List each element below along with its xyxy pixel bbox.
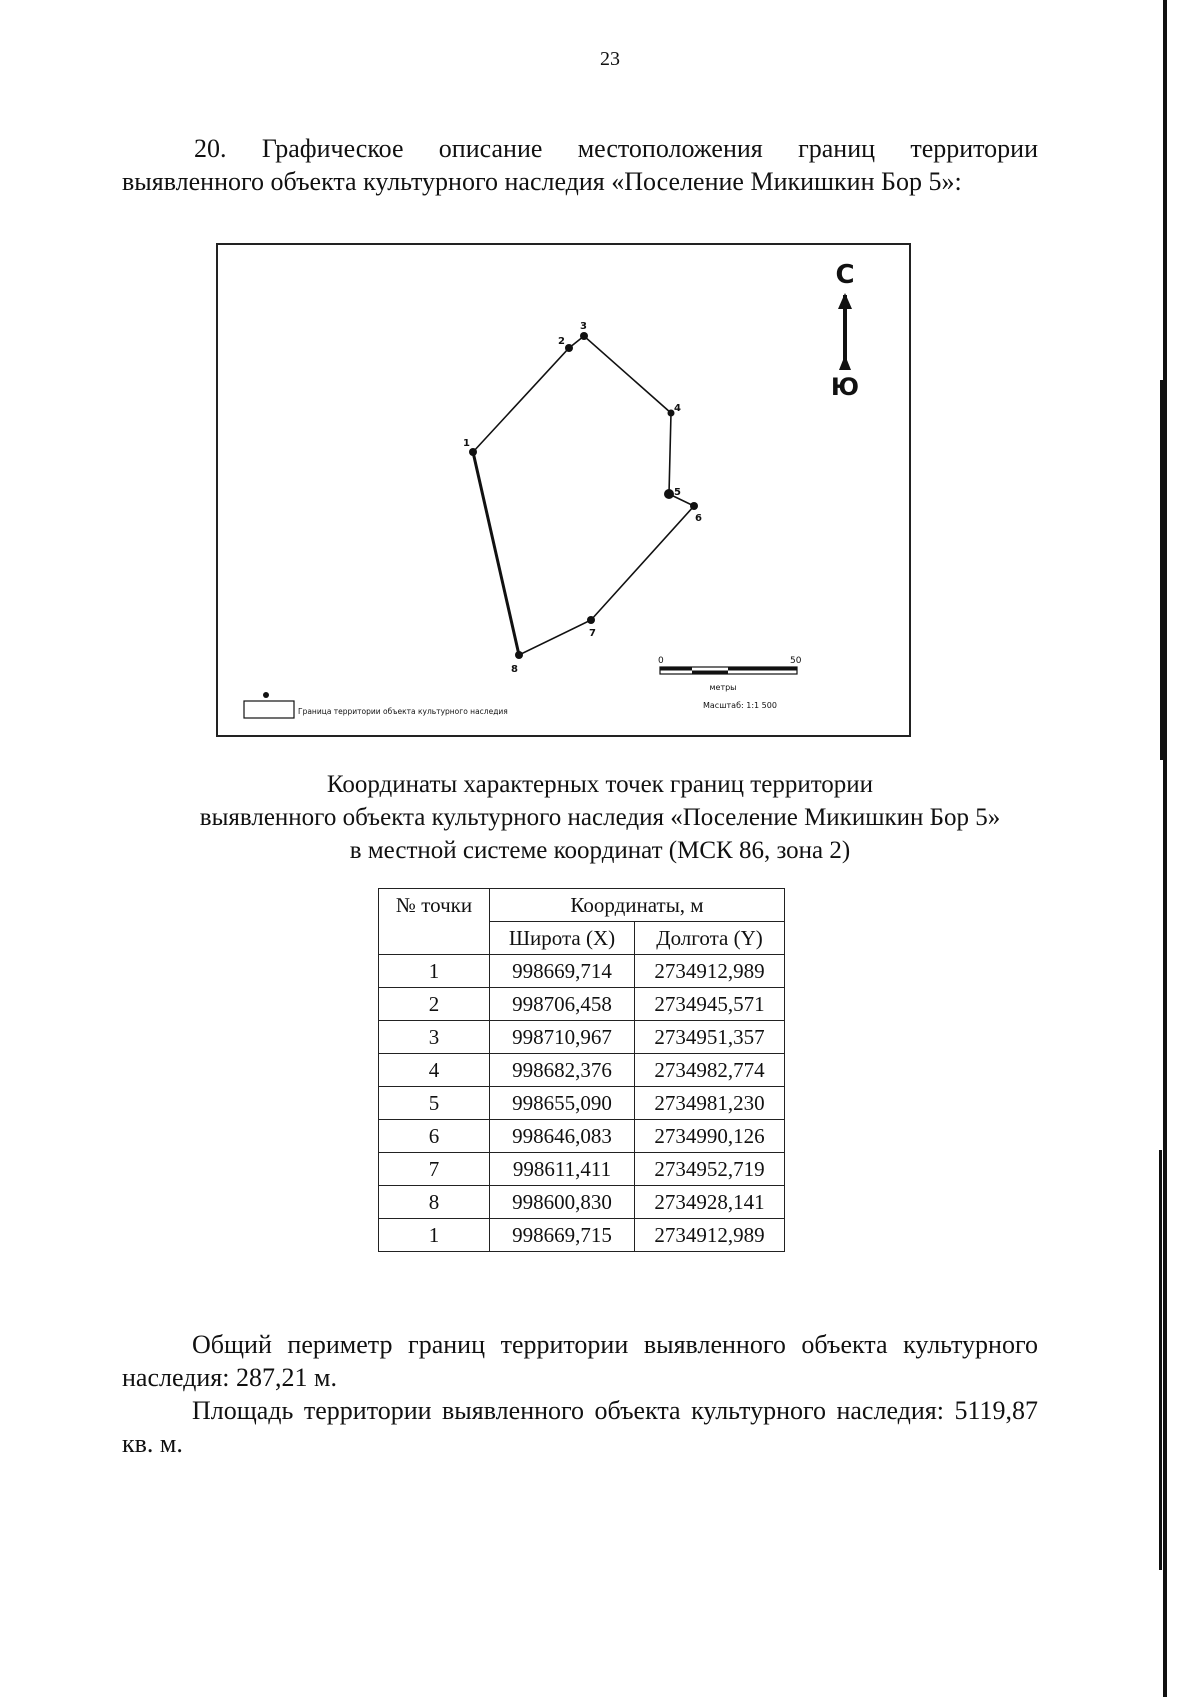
table-cell-x: 998600,830 — [490, 1186, 635, 1219]
scale-bar — [658, 656, 802, 710]
scale-label: Масштаб: 1:1 500 — [703, 701, 777, 710]
heading-text: 20. Графическое описание местоположения границ территории выявленного объекта культурного наследия «Поселение Микишкин Бор 5»: — [122, 134, 1038, 196]
summary — [122, 1328, 1038, 1460]
point-label-7: 7 — [589, 628, 596, 639]
table-cell-n: 8 — [379, 1186, 490, 1219]
table-cell-x: 998710,967 — [490, 1021, 635, 1054]
point-6-marker — [690, 502, 698, 510]
table-cell-x: 998655,090 — [490, 1087, 635, 1120]
point-label-8: 8 — [511, 664, 518, 675]
boundary-edge-1-8 — [473, 452, 519, 655]
table-cell-n: 4 — [379, 1054, 490, 1087]
point-label-6: 6 — [695, 513, 702, 524]
table-cell-x: 998646,083 — [490, 1120, 635, 1153]
table-cell-y: 2734952,719 — [635, 1153, 785, 1186]
point-1-marker — [469, 448, 477, 456]
table-row — [379, 1087, 785, 1120]
table-cell-n: 5 — [379, 1087, 490, 1120]
page-edge-line — [1163, 0, 1167, 1697]
table-cell-n: 1 — [379, 1219, 490, 1252]
boundary-polygon — [473, 336, 694, 655]
table-cell-y: 2734982,774 — [635, 1054, 785, 1087]
south-label: Ю — [830, 373, 860, 401]
table-cell-y: 2734912,989 — [635, 955, 785, 988]
table-cell-n: 6 — [379, 1120, 490, 1153]
table-row — [379, 1054, 785, 1087]
header-coords: Координаты, м — [490, 889, 785, 922]
table-row — [379, 988, 785, 1021]
table-cell-n: 3 — [379, 1021, 490, 1054]
table-cell-n: 1 — [379, 955, 490, 988]
scale-start: 0 — [658, 656, 664, 666]
table-cell-x: 998682,376 — [490, 1054, 635, 1087]
legend-label: Граница территории объекта культурного наследия — [298, 707, 508, 716]
north-arrow-icon — [831, 260, 859, 401]
table-cell-y: 2734912,989 — [635, 1219, 785, 1252]
point-label-2: 2 — [558, 336, 565, 347]
table-row — [379, 1186, 785, 1219]
table-cell-y: 2734981,230 — [635, 1087, 785, 1120]
table-cell-x: 998669,714 — [490, 955, 635, 988]
table-row — [379, 1219, 785, 1252]
point-label-5: 5 — [674, 487, 681, 498]
table-row — [379, 1153, 785, 1186]
boundary-map — [216, 243, 911, 737]
table-cell-y: 2734945,571 — [635, 988, 785, 1021]
header-x: Широта (X) — [490, 922, 635, 955]
perimeter-text: Общий периметр границ территории выявленного объекта культурного наследия: 287,21 м. — [122, 1330, 1038, 1392]
table-cell-n: 7 — [379, 1153, 490, 1186]
scale-end: 50 — [790, 656, 802, 666]
point-7-marker — [587, 616, 595, 624]
page-number: 23 — [600, 48, 620, 70]
coordinates-title-line2: выявленного объекта культурного наследия «Поселение Микишкин Бор 5» — [199, 804, 1001, 831]
table-cell-x: 998706,458 — [490, 988, 635, 1021]
table-cell-y: 2734928,141 — [635, 1186, 785, 1219]
table-cell-y: 2734951,357 — [635, 1021, 785, 1054]
page-edge-shadow — [1159, 1150, 1162, 1570]
point-label-1: 1 — [463, 438, 470, 449]
coordinates-title — [100, 768, 1100, 867]
point-markers — [469, 332, 698, 659]
point-label-4: 4 — [674, 403, 681, 414]
coordinates-title-line1: Координаты характерных точек границ территории — [326, 771, 874, 798]
table-row — [379, 955, 785, 988]
scale-units: метры — [709, 683, 737, 692]
point-5-marker — [664, 489, 674, 499]
page-edge-shadow — [1160, 380, 1163, 760]
point-2-marker — [565, 344, 573, 352]
map-legend — [244, 692, 508, 718]
header-point: № точки — [379, 889, 490, 955]
coordinates-table — [378, 888, 785, 1252]
coordinates-title-line3: в местной системе координат (МСК 86, зона 2) — [349, 837, 851, 864]
north-label: С — [835, 260, 855, 290]
table-cell-x: 998669,715 — [490, 1219, 635, 1252]
table-row — [379, 1021, 785, 1054]
table-cell-x: 998611,411 — [490, 1153, 635, 1186]
area-text: Площадь территории выявленного объекта культурного наследия: 5119,87 кв. м. — [122, 1396, 1038, 1458]
map-svg — [218, 245, 909, 735]
header-y: Долгота (Y) — [635, 922, 785, 955]
section-heading — [122, 132, 1038, 198]
table-cell-y: 2734990,126 — [635, 1120, 785, 1153]
table-cell-n: 2 — [379, 988, 490, 1021]
point-8-marker — [515, 651, 523, 659]
point-3-marker — [580, 332, 588, 340]
table-row — [379, 1120, 785, 1153]
point-label-3: 3 — [580, 321, 587, 332]
